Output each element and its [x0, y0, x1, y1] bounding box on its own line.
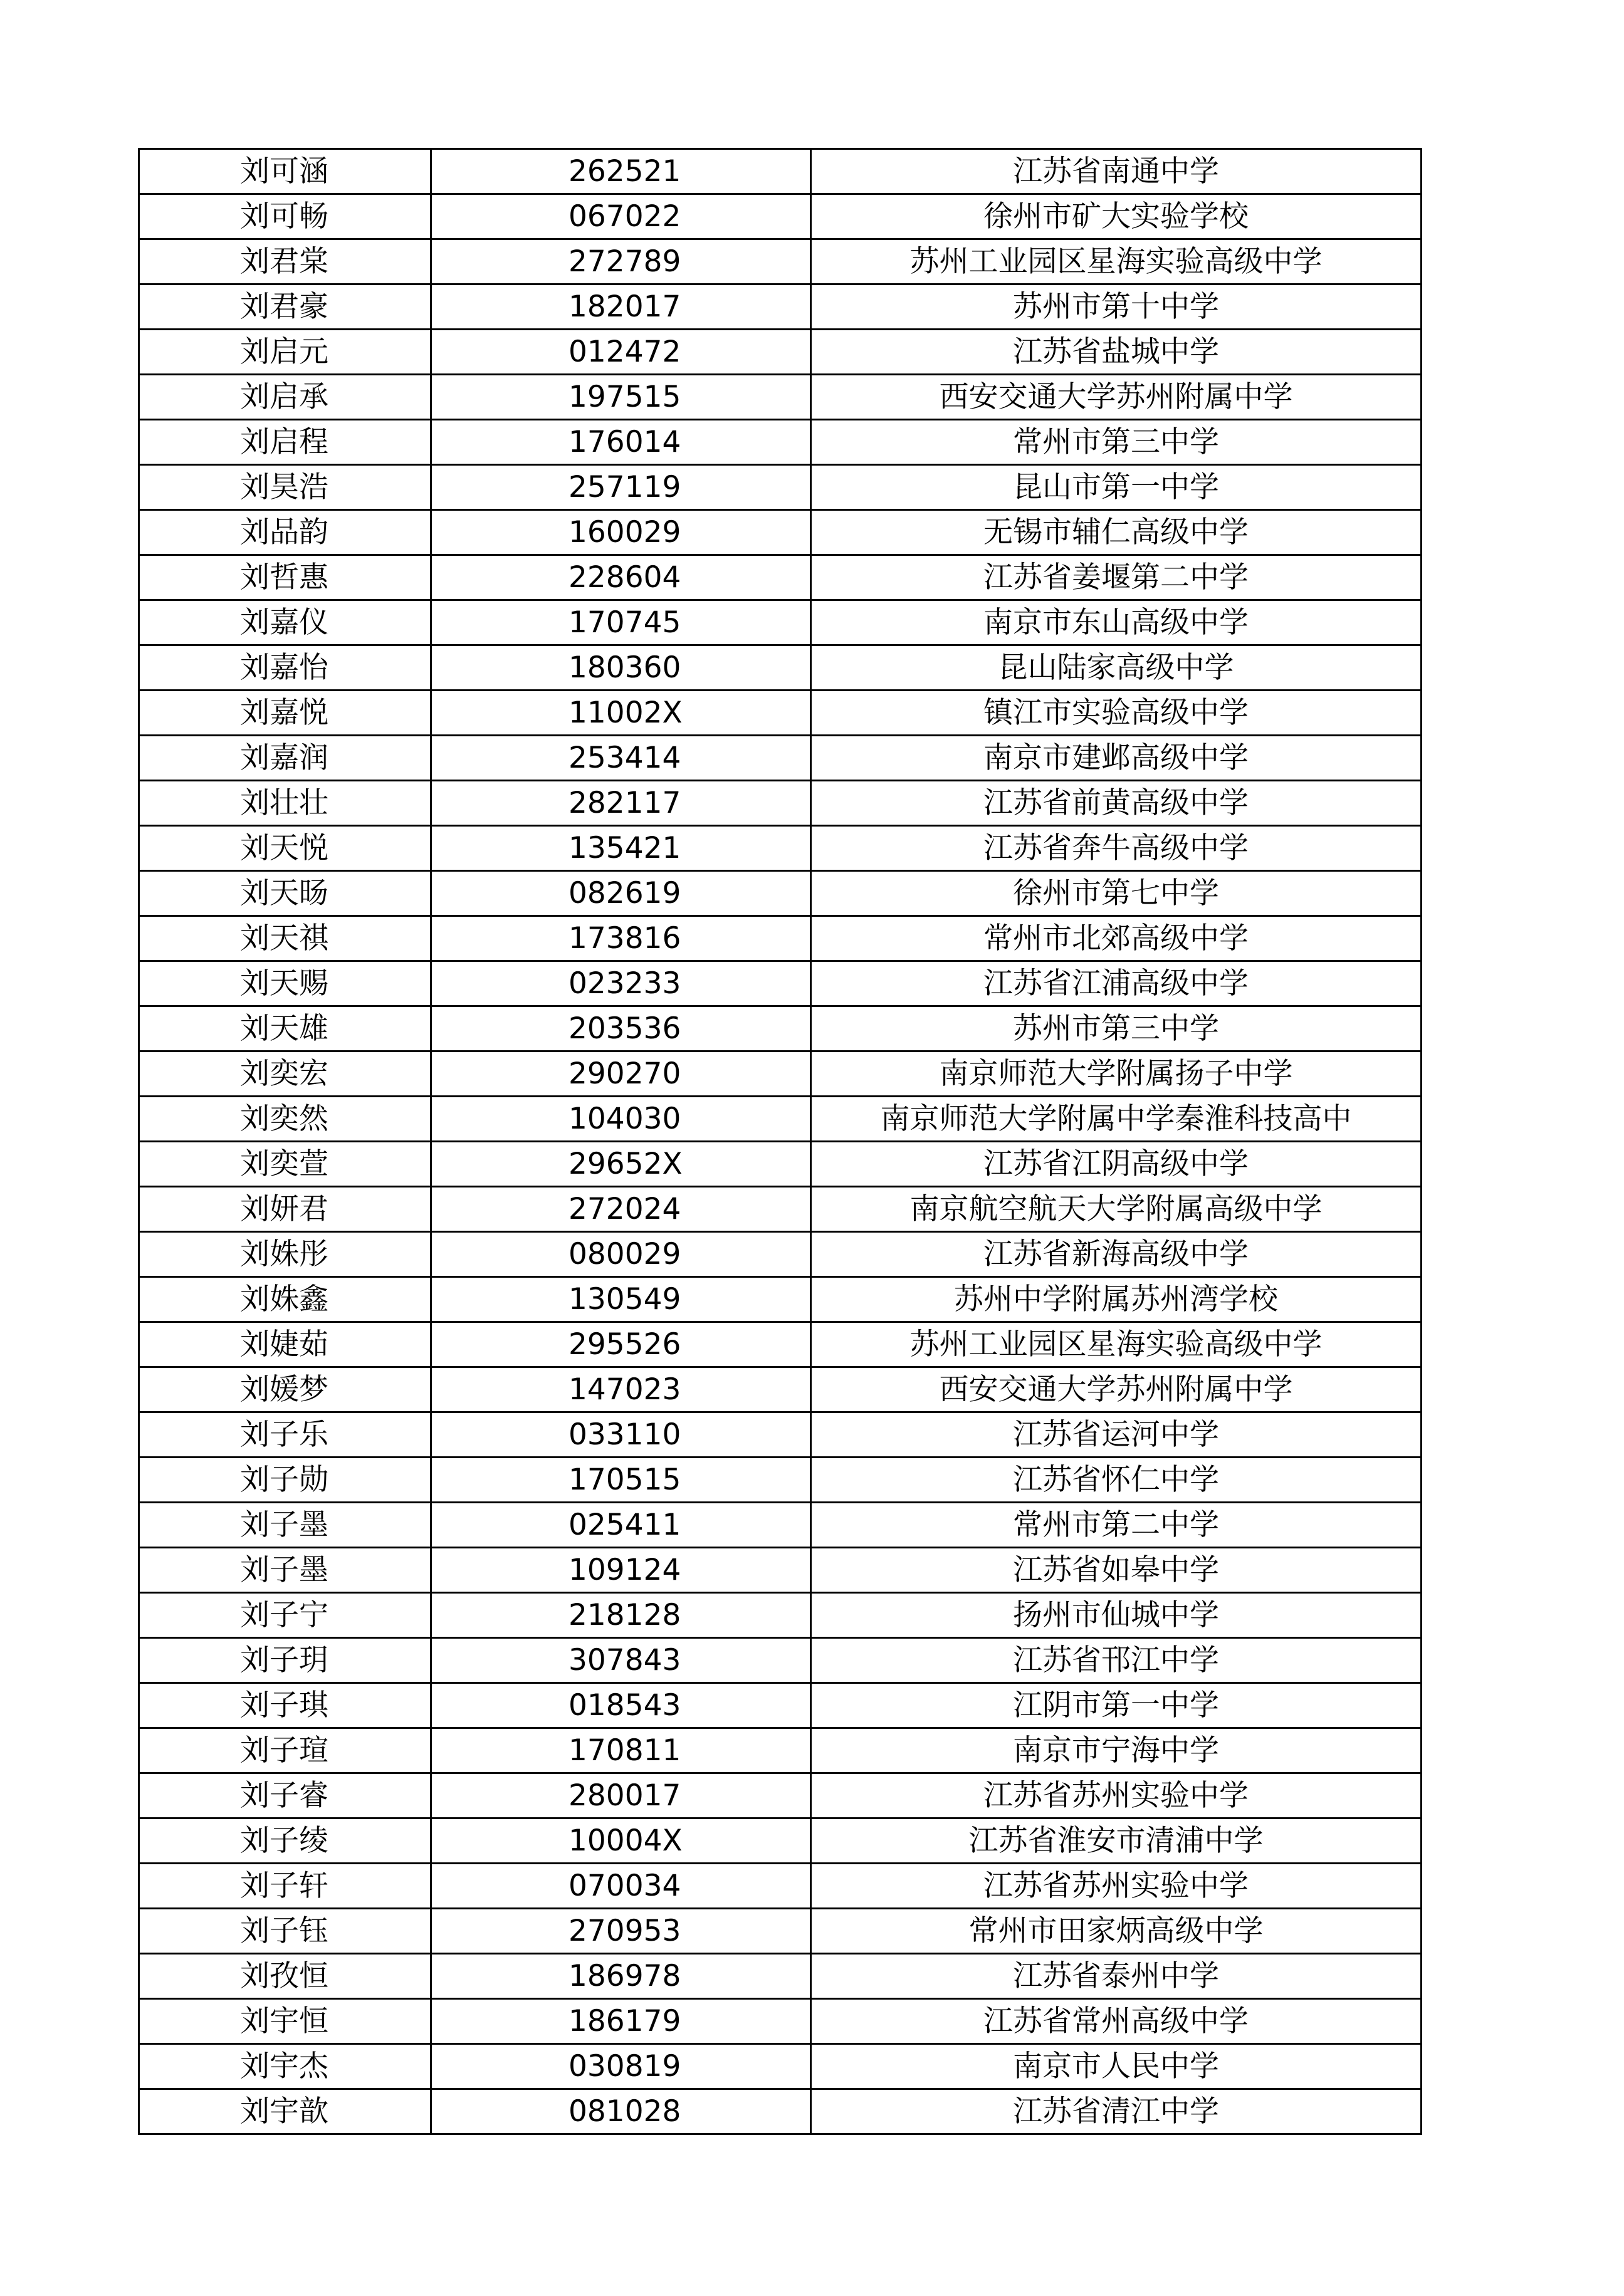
student-id-cell: 023233 [431, 961, 811, 1006]
student-id-cell: 203536 [431, 1006, 811, 1051]
school-name-cell: 无锡市辅仁高级中学 [811, 510, 1422, 555]
table-row [139, 1728, 1422, 1773]
student-id-cell: 290270 [431, 1051, 811, 1097]
table-row [139, 1999, 1422, 2044]
table-row [139, 1142, 1422, 1187]
student-id-cell: 025411 [431, 1503, 811, 1548]
school-name-cell: 徐州市第七中学 [811, 871, 1422, 916]
student-name-cell: 刘婕茹 [139, 1322, 431, 1367]
student-name-cell: 刘子墨 [139, 1503, 431, 1548]
table-row [139, 1954, 1422, 1999]
student-id-cell: 170515 [431, 1458, 811, 1503]
student-name-cell: 刘可畅 [139, 194, 431, 239]
student-name-cell: 刘子墨 [139, 1548, 431, 1593]
student-id-cell: 295526 [431, 1322, 811, 1367]
table-row [139, 1006, 1422, 1051]
student-name-cell: 刘嘉仪 [139, 600, 431, 645]
table-row [139, 1819, 1422, 1864]
student-name-cell: 刘嘉怡 [139, 645, 431, 691]
table-row [139, 2044, 1422, 2089]
student-name-cell: 刘启元 [139, 330, 431, 375]
student-name-cell: 刘奕宏 [139, 1051, 431, 1097]
school-name-cell: 江苏省邗江中学 [811, 1638, 1422, 1683]
table-row [139, 1503, 1422, 1548]
table-row [139, 961, 1422, 1006]
student-id-cell: 012472 [431, 330, 811, 375]
student-name-cell: 刘昊浩 [139, 465, 431, 510]
school-name-cell: 徐州市矿大实验学校 [811, 194, 1422, 239]
student-id-cell: 170745 [431, 600, 811, 645]
school-name-cell: 江苏省南通中学 [811, 149, 1422, 194]
student-name-cell: 刘子瑄 [139, 1728, 431, 1773]
student-name-cell: 刘天祺 [139, 916, 431, 961]
student-name-cell: 刘子轩 [139, 1864, 431, 1909]
school-name-cell: 南京市宁海中学 [811, 1728, 1422, 1773]
table-row [139, 1322, 1422, 1367]
student-table [138, 148, 1422, 2135]
table-row [139, 1051, 1422, 1097]
student-id-cell: 253414 [431, 736, 811, 781]
student-id-cell: 160029 [431, 510, 811, 555]
student-name-cell: 刘君棠 [139, 239, 431, 284]
table-row [139, 1548, 1422, 1593]
table-row [139, 510, 1422, 555]
student-id-cell: 030819 [431, 2044, 811, 2089]
student-id-cell: 173816 [431, 916, 811, 961]
table-row [139, 1593, 1422, 1638]
table-row [139, 330, 1422, 375]
table-row [139, 871, 1422, 916]
table-row [139, 1773, 1422, 1819]
table-row [139, 1638, 1422, 1683]
student-id-cell: 147023 [431, 1367, 811, 1412]
school-name-cell: 江苏省怀仁中学 [811, 1458, 1422, 1503]
school-name-cell: 苏州中学附属苏州湾学校 [811, 1277, 1422, 1322]
student-name-cell: 刘妍君 [139, 1187, 431, 1232]
table-row [139, 1412, 1422, 1458]
school-name-cell: 苏州工业园区星海实验高级中学 [811, 239, 1422, 284]
table-row [139, 375, 1422, 420]
table-row [139, 1864, 1422, 1909]
table-row [139, 1458, 1422, 1503]
table-row [139, 781, 1422, 826]
school-name-cell: 苏州工业园区星海实验高级中学 [811, 1322, 1422, 1367]
student-id-cell: 262521 [431, 149, 811, 194]
school-name-cell: 南京师范大学附属中学秦淮科技高中 [811, 1097, 1422, 1142]
school-name-cell: 南京市东山高级中学 [811, 600, 1422, 645]
student-name-cell: 刘可涵 [139, 149, 431, 194]
school-name-cell: 苏州市第三中学 [811, 1006, 1422, 1051]
student-id-cell: 109124 [431, 1548, 811, 1593]
table-row [139, 1232, 1422, 1277]
student-id-cell: 067022 [431, 194, 811, 239]
student-name-cell: 刘子宁 [139, 1593, 431, 1638]
student-name-cell: 刘天赐 [139, 961, 431, 1006]
school-name-cell: 南京市人民中学 [811, 2044, 1422, 2089]
student-id-cell: 10004X [431, 1819, 811, 1864]
school-name-cell: 江苏省新海高级中学 [811, 1232, 1422, 1277]
school-name-cell: 江苏省运河中学 [811, 1412, 1422, 1458]
student-id-cell: 257119 [431, 465, 811, 510]
school-name-cell: 江苏省苏州实验中学 [811, 1773, 1422, 1819]
school-name-cell: 江苏省常州高级中学 [811, 1999, 1422, 2044]
student-name-cell: 刘姝鑫 [139, 1277, 431, 1322]
student-name-cell: 刘宇恒 [139, 1999, 431, 2044]
table-row [139, 194, 1422, 239]
student-name-cell: 刘天悦 [139, 826, 431, 871]
school-name-cell: 昆山陆家高级中学 [811, 645, 1422, 691]
table-row [139, 1909, 1422, 1954]
student-name-cell: 刘哲惠 [139, 555, 431, 600]
table-row [139, 239, 1422, 284]
student-id-cell: 104030 [431, 1097, 811, 1142]
school-name-cell: 常州市北郊高级中学 [811, 916, 1422, 961]
school-name-cell: 江苏省姜堰第二中学 [811, 555, 1422, 600]
student-id-cell: 307843 [431, 1638, 811, 1683]
student-name-cell: 刘子勋 [139, 1458, 431, 1503]
school-name-cell: 江苏省奔牛高级中学 [811, 826, 1422, 871]
student-id-cell: 282117 [431, 781, 811, 826]
student-name-cell: 刘品韵 [139, 510, 431, 555]
school-name-cell: 江苏省泰州中学 [811, 1954, 1422, 1999]
school-name-cell: 常州市田家炳高级中学 [811, 1909, 1422, 1954]
student-id-cell: 29652X [431, 1142, 811, 1187]
student-name-cell: 刘奕然 [139, 1097, 431, 1142]
student-name-cell: 刘宇歆 [139, 2089, 431, 2134]
student-name-cell: 刘君豪 [139, 284, 431, 330]
school-name-cell: 南京航空航天大学附属高级中学 [811, 1187, 1422, 1232]
student-id-cell: 018543 [431, 1683, 811, 1728]
student-name-cell: 刘壮壮 [139, 781, 431, 826]
school-name-cell: 江苏省苏州实验中学 [811, 1864, 1422, 1909]
school-name-cell: 南京师范大学附属扬子中学 [811, 1051, 1422, 1097]
table-row [139, 1683, 1422, 1728]
school-name-cell: 江苏省江浦高级中学 [811, 961, 1422, 1006]
school-name-cell: 扬州市仙城中学 [811, 1593, 1422, 1638]
student-id-cell: 135421 [431, 826, 811, 871]
student-id-cell: 186978 [431, 1954, 811, 1999]
school-name-cell: 南京市建邺高级中学 [811, 736, 1422, 781]
school-name-cell: 江苏省清江中学 [811, 2089, 1422, 2134]
student-name-cell: 刘启程 [139, 420, 431, 465]
student-id-cell: 218128 [431, 1593, 811, 1638]
school-name-cell: 西安交通大学苏州附属中学 [811, 375, 1422, 420]
table-row [139, 691, 1422, 736]
student-name-cell: 刘启承 [139, 375, 431, 420]
student-id-cell: 280017 [431, 1773, 811, 1819]
table-row [139, 420, 1422, 465]
table-row [139, 645, 1422, 691]
student-id-cell: 272789 [431, 239, 811, 284]
table-row [139, 1367, 1422, 1412]
student-name-cell: 刘宇杰 [139, 2044, 431, 2089]
student-id-cell: 033110 [431, 1412, 811, 1458]
school-name-cell: 昆山市第一中学 [811, 465, 1422, 510]
school-name-cell: 镇江市实验高级中学 [811, 691, 1422, 736]
student-id-cell: 170811 [431, 1728, 811, 1773]
student-name-cell: 刘子绫 [139, 1819, 431, 1864]
student-id-cell: 228604 [431, 555, 811, 600]
table-row [139, 2089, 1422, 2134]
student-id-cell: 11002X [431, 691, 811, 736]
school-name-cell: 常州市第二中学 [811, 1503, 1422, 1548]
table-row [139, 1097, 1422, 1142]
school-name-cell: 江苏省江阴高级中学 [811, 1142, 1422, 1187]
table-row [139, 555, 1422, 600]
student-name-cell: 刘奕萱 [139, 1142, 431, 1187]
school-name-cell: 江苏省前黄高级中学 [811, 781, 1422, 826]
student-name-cell: 刘子玥 [139, 1638, 431, 1683]
school-name-cell: 江苏省如皋中学 [811, 1548, 1422, 1593]
student-id-cell: 180360 [431, 645, 811, 691]
student-id-cell: 176014 [431, 420, 811, 465]
student-id-cell: 070034 [431, 1864, 811, 1909]
student-id-cell: 130549 [431, 1277, 811, 1322]
table-row [139, 736, 1422, 781]
table-body [139, 149, 1422, 2134]
school-name-cell: 江苏省盐城中学 [811, 330, 1422, 375]
school-name-cell: 江阴市第一中学 [811, 1683, 1422, 1728]
school-name-cell: 常州市第三中学 [811, 420, 1422, 465]
student-name-cell: 刘天旸 [139, 871, 431, 916]
student-name-cell: 刘子乐 [139, 1412, 431, 1458]
table-row [139, 600, 1422, 645]
student-id-cell: 081028 [431, 2089, 811, 2134]
student-id-cell: 197515 [431, 375, 811, 420]
student-id-cell: 080029 [431, 1232, 811, 1277]
table-row [139, 1187, 1422, 1232]
student-name-cell: 刘天雄 [139, 1006, 431, 1051]
table-row [139, 826, 1422, 871]
school-name-cell: 西安交通大学苏州附属中学 [811, 1367, 1422, 1412]
student-name-cell: 刘嘉润 [139, 736, 431, 781]
student-id-cell: 270953 [431, 1909, 811, 1954]
student-name-cell: 刘孜恒 [139, 1954, 431, 1999]
school-name-cell: 江苏省淮安市清浦中学 [811, 1819, 1422, 1864]
table-row [139, 284, 1422, 330]
student-name-cell: 刘子睿 [139, 1773, 431, 1819]
student-id-cell: 082619 [431, 871, 811, 916]
student-name-cell: 刘子琪 [139, 1683, 431, 1728]
student-name-cell: 刘媛梦 [139, 1367, 431, 1412]
student-name-cell: 刘嘉悦 [139, 691, 431, 736]
table-row [139, 1277, 1422, 1322]
table-row [139, 149, 1422, 194]
school-name-cell: 苏州市第十中学 [811, 284, 1422, 330]
table-row [139, 465, 1422, 510]
student-name-cell: 刘子钰 [139, 1909, 431, 1954]
table-row [139, 916, 1422, 961]
student-id-cell: 186179 [431, 1999, 811, 2044]
student-id-cell: 272024 [431, 1187, 811, 1232]
student-name-cell: 刘姝彤 [139, 1232, 431, 1277]
student-id-cell: 182017 [431, 284, 811, 330]
